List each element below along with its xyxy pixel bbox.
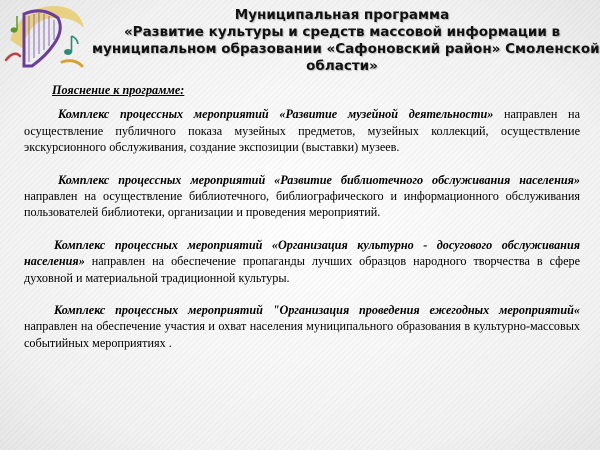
- paragraph-body: направлен на осуществление библиотечного, библиографического и информационного обслуживания пользователей библиотеки, организации и проведения мероприятий.: [24, 189, 580, 220]
- program-explanation: [24, 82, 580, 367]
- paragraph-museum: [24, 106, 580, 155]
- paragraph-events: [24, 302, 580, 351]
- paragraph-leisure: [24, 237, 580, 286]
- culture-logo-icon: [2, 0, 88, 74]
- page-title: [92, 7, 600, 75]
- title-line-4: области»: [306, 58, 378, 74]
- title-line-2: «Развитие культуры и средств массовой информации в: [123, 24, 561, 40]
- paragraph-lead: Комплекс процессных мероприятий "Организация проведения ежегодных мероприятий«: [54, 303, 580, 318]
- paragraph-body: направлен на осуществление публичного показа музейных предметов, музейных коллекций, осуществление экскурсионного обслуживания, создание экспозиции (выставки) музеев.: [24, 107, 580, 155]
- paragraph-lead: Комплекс процессных мероприятий «Развитие музейной деятельности»: [58, 107, 494, 122]
- paragraph-body: направлен на обеспечение участия и охват населения муниципального образования в культурно-массовых событийных мероприятиях .: [24, 319, 580, 350]
- paragraph-lead: Комплекс процессных мероприятий «Развитие библиотечного обслуживания населения»: [58, 172, 580, 187]
- title-line-1: Муниципальная программа: [234, 7, 450, 23]
- title-line-3: муниципальном образовании «Сафоновский район» Смоленской: [92, 41, 600, 57]
- explanation-heading: Пояснение к программе:: [52, 83, 185, 97]
- paragraph-lead: Комплекс процессных мероприятий «Организация культурно - досугового обслуживания населения»: [24, 237, 580, 269]
- paragraph-library: [24, 172, 580, 221]
- paragraph-body: направлен на обеспечение пропаганды лучших образцов народного творчества в сфере духовной и материальной традиционной культуры.: [24, 254, 580, 285]
